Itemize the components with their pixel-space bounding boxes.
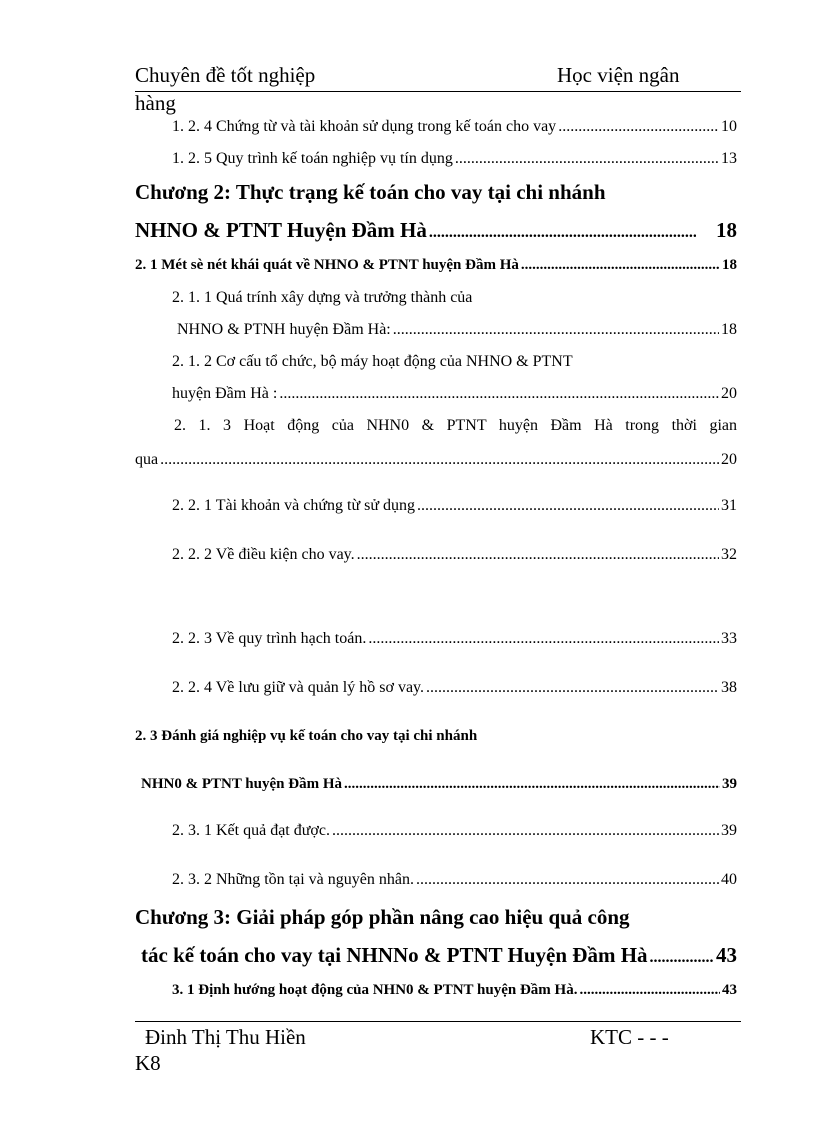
toc-entry-label: huyện Đầm Hà :	[172, 385, 278, 402]
toc-entry-label: NHNO & PTNH huyện Đầm Hà:	[177, 321, 391, 338]
toc-entry-2-2-3	[172, 630, 737, 648]
toc-entry-2-3-2	[172, 871, 737, 889]
toc-page-number: 40	[721, 871, 737, 888]
toc-page-number: 31	[721, 497, 737, 514]
leader-dots	[650, 949, 714, 967]
toc-entry-2-1-1-line2	[177, 321, 737, 339]
toc-entry-label: tác kế toán cho vay tại NHNNo & PTNT Huyện Đầm Hà	[141, 943, 648, 967]
leader-dots	[279, 385, 719, 403]
toc-entry-label: 2. 1 Mét sè nét khái quát về NHNO & PTNT huyện Đầm Hà	[135, 257, 519, 273]
toc-entry-label: 2. 2. 4 Về lưu giữ và quản lý hồ sơ vay.	[172, 679, 424, 696]
toc-entry-label: 2. 2. 1 Tài khoản và chứng từ sử dụng	[172, 497, 416, 514]
toc-page-number: 20	[721, 385, 737, 402]
toc-entry-label: 1. 2. 5 Quy trình kế toán nghiệp vụ tín dụng	[172, 150, 453, 167]
toc-chapter-3-entry	[141, 943, 737, 968]
footer-author: Đinh Thị Thu Hiền	[145, 1025, 306, 1049]
leader-dots	[429, 224, 696, 242]
toc-entry-2-1-3-line2	[135, 451, 737, 469]
toc-page-number: 20	[721, 451, 737, 468]
toc-entry-label: NHNO & PTNT Huyện Đầm Hà	[135, 218, 427, 242]
header-wrap: hàng	[135, 91, 176, 115]
toc-page-number: 18	[721, 321, 737, 338]
toc-page-number: 39	[721, 822, 737, 839]
toc-entry-label: 2. 2. 2 Về điều kiện cho vay.	[172, 546, 355, 563]
toc-section-2-3-line2	[141, 776, 737, 793]
leader-dots	[160, 451, 719, 469]
toc-entry-label: qua	[135, 451, 159, 468]
toc-entry-label: 2. 3. 1 Kết quả đạt được.	[172, 822, 330, 839]
toc-page-number: 18	[722, 257, 737, 273]
toc-page-number: 32	[721, 546, 737, 563]
toc-chapter-2-entry	[135, 218, 737, 243]
leader-dots	[558, 118, 719, 136]
leader-dots	[368, 630, 719, 648]
leader-dots	[579, 982, 720, 999]
toc-entry-1-2-5	[172, 150, 737, 168]
toc-page-number: 38	[721, 679, 737, 696]
toc-entry-label: 2. 2. 3 Về quy trình hạch toán.	[172, 630, 367, 647]
toc-entry-2-1-1-line1: 2. 1. 1 Quá trính xây dựng và trưởng thành của	[172, 289, 473, 306]
toc-entry-label: 2. 3. 2 Những tồn tại và nguyên nhân.	[172, 871, 414, 888]
toc-entry-label: NHN0 & PTNT huyện Đầm Hà	[141, 776, 342, 792]
toc-entry-2-2-4	[172, 679, 737, 697]
toc-page-number: 43	[716, 943, 737, 967]
header-institution: Học viện ngân	[557, 63, 680, 87]
toc-section-2-1	[135, 257, 737, 274]
toc-page-number: 39	[722, 776, 737, 792]
leader-dots	[455, 150, 719, 168]
header-rule	[135, 91, 741, 92]
toc-entry-2-2-2	[172, 546, 737, 564]
header-title: Chuyên đề tốt nghiệp	[135, 63, 316, 87]
toc-section-2-3-line1: 2. 3 Đánh giá nghiệp vụ kế toán cho vay tại chi nhánh	[135, 728, 478, 744]
toc-page-number: 13	[721, 150, 737, 167]
leader-dots	[417, 497, 719, 515]
toc-section-3-1	[172, 982, 737, 999]
leader-dots	[416, 871, 719, 889]
leader-dots	[521, 257, 720, 274]
footer-wrap: K8	[135, 1051, 161, 1075]
toc-page-number: 43	[722, 982, 737, 998]
toc-entry-2-3-1	[172, 822, 737, 840]
toc-page-number: 18	[716, 218, 737, 242]
leader-dots	[426, 679, 719, 697]
toc-entry-label: 3. 1 Định hướng hoạt động của NHN0 & PTNT huyện Đầm Hà.	[172, 982, 578, 998]
toc-entry-2-1-2-line1: 2. 1. 2 Cơ cấu tổ chức, bộ máy hoạt động của NHNO & PTNT	[172, 353, 573, 370]
footer-rule	[135, 1021, 741, 1022]
toc-chapter-3-title: Chương 3: Giải pháp góp phần nâng cao hiệu quả công	[135, 905, 630, 929]
leader-dots	[357, 546, 719, 564]
toc-entry-1-2-4	[172, 118, 737, 136]
footer-class-code: KTC - - -	[590, 1025, 669, 1049]
toc-entry-2-1-3-line1: 2. 1. 3 Hoạt động của NHN0 & PTNT huyện Đầm Hà trong thời gian	[174, 417, 737, 434]
toc-entry-2-2-1	[172, 497, 737, 515]
leader-dots	[344, 776, 720, 793]
toc-page-number: 10	[721, 118, 737, 135]
toc-entry-label: 1. 2. 4 Chứng từ và tài khoản sử dụng trong kế toán cho vay	[172, 118, 557, 135]
toc-entry-2-1-2-line2	[172, 385, 737, 403]
toc-page-number: 33	[721, 630, 737, 647]
leader-dots	[393, 321, 719, 339]
leader-dots	[332, 822, 719, 840]
toc-chapter-2-title: Chương 2: Thực trạng kế toán cho vay tại chi nhánh	[135, 180, 606, 204]
